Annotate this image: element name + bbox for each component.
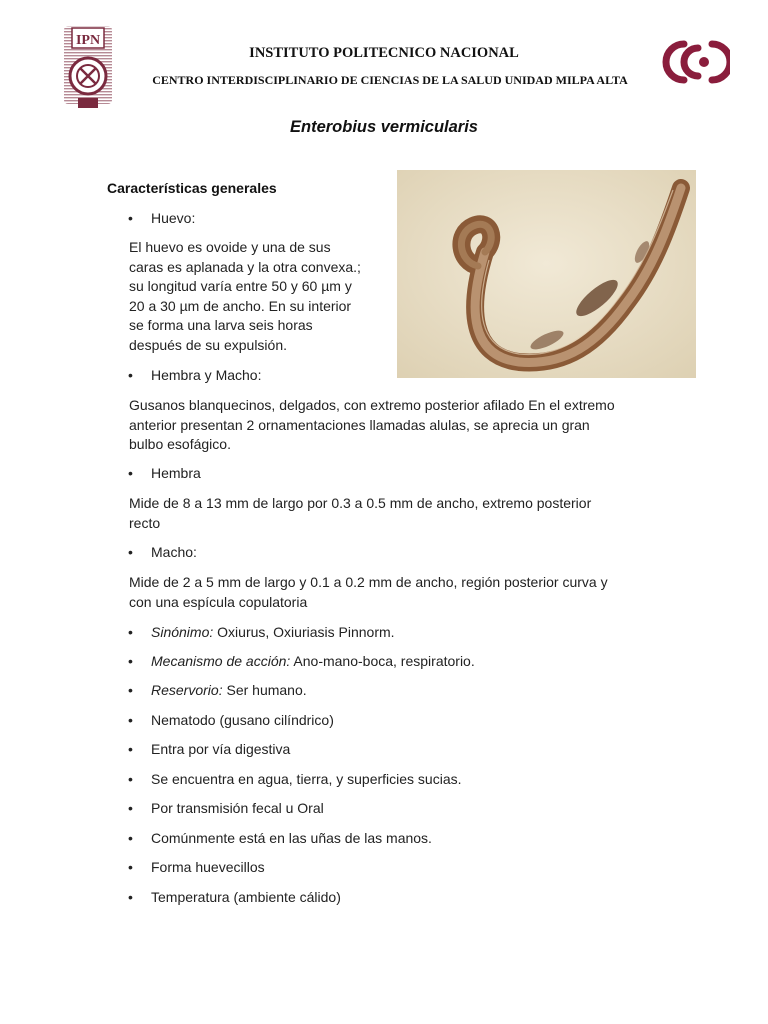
bullet-dot: •: [128, 653, 133, 669]
bullet-dot: •: [128, 210, 133, 226]
huevo-line: caras es aplanada y la otra convexa.;: [129, 258, 361, 275]
bullet-dot: •: [128, 367, 133, 383]
fact-text: Entra por vía digestiva: [151, 741, 291, 757]
bullet-sinonimo: [128, 623, 395, 643]
hembra-macho-description: [129, 396, 615, 455]
hembra-macho-line: bulbo esofágico.: [129, 436, 231, 452]
fact-text: Temperatura (ambiente cálido): [151, 889, 341, 905]
macho-label: Macho:: [151, 544, 197, 560]
fact-text: Comúnmente está en las uñas de las manos.: [151, 830, 432, 846]
huevo-line: El huevo es ovoide y una de sus: [129, 239, 331, 255]
bullet-hembra-macho: [128, 366, 261, 386]
detail-term: Reservorio:: [151, 682, 223, 698]
document-title: Enterobius vermicularis: [290, 118, 478, 136]
fact-text: Se encuentra en agua, tierra, y superficies sucias.: [151, 771, 462, 787]
bullet-dot: •: [128, 830, 133, 846]
bullet-dot: •: [128, 741, 133, 757]
hembra-description: [129, 494, 591, 533]
fact-text: Nematodo (gusano cilíndrico): [151, 712, 334, 728]
enterobius-photo: [397, 170, 696, 378]
bullet-dot: •: [128, 712, 133, 728]
macho-line: con una espícula copulatoria: [129, 593, 308, 610]
fact-text: Por transmisión fecal u Oral: [151, 800, 324, 816]
bullet-dot: •: [128, 859, 133, 875]
hembra-macho-line: anterior presentan 2 ornamentaciones llamadas alulas, se aprecia un gran: [129, 416, 590, 433]
detail-term: Mecanismo de acción:: [151, 653, 291, 669]
list-item: [128, 711, 334, 731]
bullet-dot: •: [128, 771, 133, 787]
detail-term: Sinónimo:: [151, 624, 214, 640]
section-heading: Características generales: [107, 180, 277, 196]
bullet-dot: •: [128, 682, 133, 698]
institution-name: INSTITUTO POLITECNICO NACIONAL: [249, 45, 519, 61]
ipn-logo: [58, 22, 118, 114]
hembra-macho-label: Hembra y Macho:: [151, 367, 262, 383]
hembra-label: Hembra: [151, 465, 201, 481]
hembra-macho-line: Gusanos blanquecinos, delgados, con extremo posterior afilado En el extremo: [129, 397, 615, 413]
fact-text: Forma huevecillos: [151, 859, 265, 875]
bullet-macho: [128, 543, 197, 563]
bullet-reservorio: [128, 681, 307, 701]
ipn-logo-text: IPN: [75, 33, 101, 48]
list-item: [128, 888, 341, 908]
huevo-description: [129, 238, 361, 355]
list-item: [128, 829, 432, 849]
bullet-dot: •: [128, 465, 133, 481]
huevo-line: después de su expulsión.: [129, 336, 287, 353]
bullet-mecanismo: [128, 652, 475, 672]
huevo-label: Huevo:: [151, 210, 196, 226]
huevo-line: su longitud varía entre 50 y 60 µm y: [129, 278, 352, 294]
macho-description: [129, 573, 608, 612]
huevo-line: se forma una larva seis horas: [129, 317, 313, 333]
hembra-line: recto: [129, 514, 161, 531]
list-item: [128, 858, 265, 878]
cics-logo-text: CICS: [654, 34, 657, 35]
macho-line: Mide de 2 a 5 mm de largo y 0.1 a 0.2 mm de ancho, región posterior curva y: [129, 574, 608, 590]
bullet-dot: •: [128, 889, 133, 905]
detail-text: Ano-mano-boca, respiratorio.: [290, 653, 475, 669]
bullet-huevo: [128, 209, 195, 229]
bullet-dot: •: [128, 624, 133, 640]
list-item: [128, 770, 462, 790]
list-item: [128, 799, 324, 819]
detail-text: Ser humano.: [222, 682, 307, 698]
huevo-line: 20 a 30 µm de ancho. En su interior: [129, 297, 352, 314]
center-name: CENTRO INTERDISCIPLINARIO DE CIENCIAS DE LA SALUD UNIDAD MILPA ALTA: [152, 73, 628, 87]
hembra-line: Mide de 8 a 13 mm de largo por 0.3 a 0.5 mm de ancho, extremo posterior: [129, 495, 592, 511]
bullet-dot: •: [128, 544, 133, 560]
bullet-dot: •: [128, 800, 133, 816]
bullet-hembra: [128, 464, 201, 484]
detail-text: Oxiurus, Oxiuriasis Pinnorm.: [213, 624, 395, 640]
list-item: [128, 740, 290, 760]
